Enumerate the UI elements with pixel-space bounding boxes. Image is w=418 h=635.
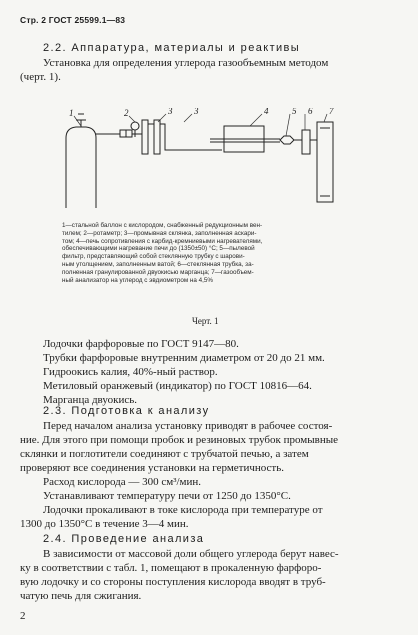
wash-bottle-shape (154, 120, 160, 154)
figure-title: Черт. 1 (192, 316, 219, 326)
section-title-2-4: 2.4. Проведение анализа (43, 533, 205, 545)
apparatus-diagram (62, 108, 362, 208)
paragraph-line: Расход кислорода — 300 см³/мин. (43, 476, 202, 488)
material-line: Марганца двуокись. (43, 394, 137, 406)
caption-line: фильтр, представляющий собой стеклянную трубку с шарови- (62, 253, 245, 261)
dust-filter-shape (280, 136, 294, 144)
wash-bottle-shape (142, 120, 148, 154)
diagram-label-4: 4 (264, 108, 269, 116)
diagram-label-3b: 3 (194, 108, 199, 116)
caption-line: обеспечивающими нагревание печи до (1350±50) °С; 5—пылевой (62, 245, 255, 253)
paragraph-line: чатую печь для сжигания. (20, 590, 142, 602)
diagram-label-5: 5 (292, 108, 297, 116)
paragraph-line: Перед началом анализа установку приводят в рабочее состоя- (43, 420, 333, 432)
paragraph-line: 1300 до 1350°С в течение 3—4 мин. (20, 518, 189, 530)
diagram-label-7: 7 (329, 108, 334, 116)
diagram-label-1: 1 (69, 108, 74, 118)
section-title-2-3: 2.3. Подготовка к анализу (43, 405, 210, 417)
glass-tube-shape (302, 130, 310, 154)
caption-line: тилем; 2—ротаметр; 3—промывная склянка, заполненная аскари- (62, 229, 257, 237)
page-header: Стр. 2 ГОСТ 25599.1—83 (20, 15, 126, 25)
paragraph-line: проверяют все соединения установки на герметичность. (20, 462, 285, 474)
caption-line: полненная гранулированной двуокисью марганца; 7—газообъем- (62, 268, 254, 276)
figure-caption (62, 222, 357, 284)
oxygen-cylinder-shape (66, 127, 96, 208)
paragraph-line: Устанавливают температуру печи от 1250 до 1350°С. (43, 490, 291, 502)
paragraph-line: Установка для определения углерода газообъемным методом (43, 57, 329, 69)
page-number: 2 (20, 610, 26, 622)
paragraph-line: вую лодочку и со стороны поступления кислорода вводят в труб- (20, 576, 326, 588)
material-line: Лодочки фарфоровые по ГОСТ 9147—80. (43, 338, 239, 350)
diagram-label-6: 6 (308, 108, 313, 116)
caption-line: ным утолщением, заполненным ватой; 6—стеклянная трубка, за- (62, 260, 254, 268)
material-line: Трубки фарфоровые внутренним диаметром от 20 до 21 мм. (43, 352, 325, 364)
paragraph-line: ку в соответствии с табл. 1, помещают в прокаленную фарфоро- (20, 562, 322, 574)
paragraph-line: склянки и поглотители соединяют с трубчатой печью, а затем (20, 448, 309, 460)
paragraph-line: Лодочки прокаливают в токе кислорода при температуре от (43, 504, 323, 516)
rotameter-shape (120, 130, 126, 137)
gas-analyzer-shape (317, 122, 333, 202)
diagram-label-3a: 3 (168, 108, 173, 116)
paragraph-line: (черт. 1). (20, 71, 61, 83)
paragraph-line: ние. Для этого при помощи пробок и резиновых трубок промывные (20, 434, 339, 446)
paragraph-line: В зависимости от массовой доли общего углерода берут навес- (43, 548, 339, 560)
section-title-2-2: 2.2. Аппаратура, материалы и реактивы (43, 42, 301, 54)
diagram-label-2: 2 (124, 108, 129, 118)
material-line: Гидроокись калия, 40%-ный раствор. (43, 366, 218, 378)
caption-line: том; 4—печь сопротивления с карбид-кремниевыми нагревателями, (62, 237, 263, 245)
material-line: Метиловый оранжевый (индикатор) по ГОСТ 10816—64. (43, 380, 312, 392)
caption-line: ный анализатор на углерод с эвдиометром на 4,5% (62, 276, 214, 284)
caption-line: 1—стальной баллон с кислородом, снабженный редукционным вен- (62, 222, 263, 229)
